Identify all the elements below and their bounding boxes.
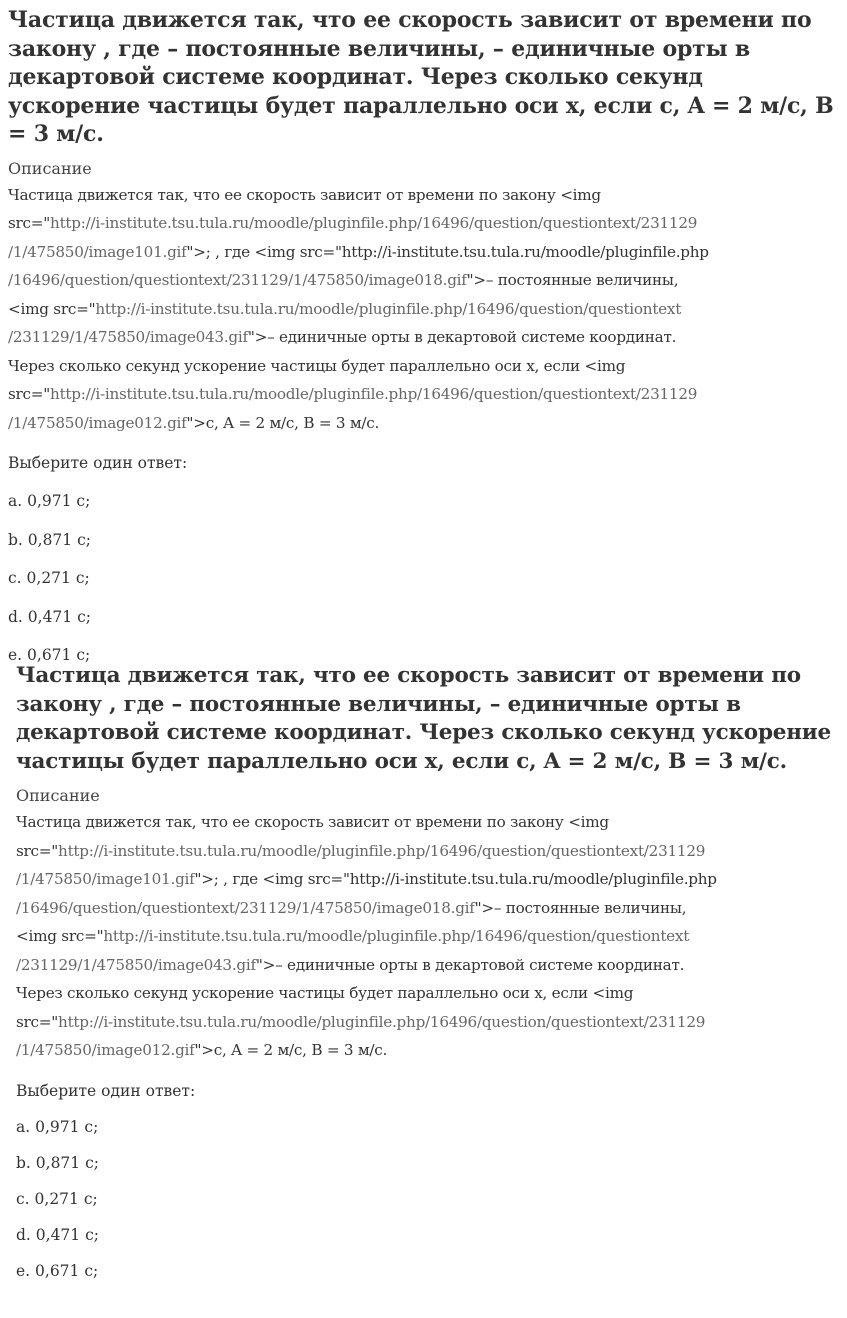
answer-list	[8, 489, 835, 682]
answer-option-e[interactable]: e. 0,671 с;	[8, 646, 91, 664]
answer-list	[16, 1115, 835, 1295]
description-body	[16, 808, 835, 1065]
description-line: /1/475850/image012.gif">c, A = 2 м/с, B = 3 м/с.	[16, 1041, 388, 1059]
answer-option-d[interactable]: d. 0,471 с;	[16, 1225, 99, 1244]
description-line: /231129/1/475850/image043.gif">– единичные орты в декартовой системе координат.	[8, 328, 677, 346]
question-title: Частица движется так, что ее скорость зависит от времени по закону , где – постоянные величины, – единичные орты в декартовой системе координат. Через сколько секунд ускорение частицы будет параллельно оси x, если c, A = 2 м/с, B = 3 м/с.	[16, 663, 832, 774]
answer-option-e[interactable]: e. 0,671 с;	[16, 1261, 99, 1280]
description-line: Частица движется так, что ее скорость зависит от времени по закону <img	[8, 185, 601, 204]
answer-option-b[interactable]: b. 0,871 с;	[16, 1153, 99, 1172]
question-block-1	[0, 6, 847, 682]
description-line: /231129/1/475850/image043.gif">– единичные орты в декартовой системе координат.	[16, 955, 685, 974]
answer-option-a[interactable]: a. 0,971 с;	[8, 492, 91, 510]
description-line: /1/475850/image101.gif">; , где <img src="http://i-institute.tsu.tula.ru/moodle/pluginfile.php	[16, 870, 717, 888]
answer-prompt: Выберите один ответ:	[16, 1081, 196, 1100]
description-line: <img src="http://i-institute.tsu.tula.ru/moodle/pluginfile.php/16496/question/questiontext	[16, 927, 690, 945]
description-line: /1/475850/image012.gif">c, A = 2 м/с, B = 3 м/с.	[8, 413, 380, 432]
description-line: src="http://i-institute.tsu.tula.ru/moodle/pluginfile.php/16496/question/questiontext/231129	[16, 1012, 706, 1031]
description-line: src="http://i-institute.tsu.tula.ru/moodle/pluginfile.php/16496/question/questiontext/231129	[8, 214, 698, 232]
answer-option-c[interactable]: c. 0,271 с;	[8, 569, 90, 587]
description-line: <img src="http://i-institute.tsu.tula.ru/moodle/pluginfile.php/16496/question/questiontext	[8, 299, 682, 318]
question-title: Частица движется так, что ее скорость зависит от времени по закону , где – постоянные величины, – единичные орты в декартовой системе координат. Через сколько секунд ускорение частицы будет параллельно оси x, если c, A = 2 м/с, B = 3 м/с.	[8, 7, 834, 147]
description-body	[8, 181, 835, 438]
description-line: src="http://i-institute.tsu.tula.ru/moodle/pluginfile.php/16496/question/questiontext/231129	[16, 841, 706, 860]
answer-option-b[interactable]: b. 0,871 с;	[8, 530, 91, 549]
question-block-2	[0, 662, 847, 1295]
answer-option-d[interactable]: d. 0,471 с;	[8, 607, 91, 626]
description-line: src="http://i-institute.tsu.tula.ru/moodle/pluginfile.php/16496/question/questiontext/231129	[8, 385, 698, 403]
answer-prompt: Выберите один ответ:	[8, 454, 188, 472]
description-line: /1/475850/image101.gif">; , где <img src="http://i-institute.tsu.tula.ru/moodle/pluginfile.php	[8, 242, 709, 261]
description-label: Описание	[8, 158, 92, 178]
answer-option-c[interactable]: c. 0,271 с;	[16, 1189, 98, 1208]
description-label: Описание	[16, 786, 100, 805]
description-line: Через сколько секунд ускорение частицы будет параллельно оси x, если <img	[16, 984, 634, 1002]
description-line: /16496/question/questiontext/231129/1/475850/image018.gif">– постоянные величины,	[8, 271, 679, 289]
description-line: Частица движется так, что ее скорость зависит от времени по закону <img	[16, 813, 609, 831]
description-line: Через сколько секунд ускорение частицы будет параллельно оси x, если <img	[8, 356, 626, 375]
answer-option-a[interactable]: a. 0,971 с;	[16, 1117, 99, 1136]
description-line: /16496/question/questiontext/231129/1/475850/image018.gif">– постоянные величины,	[16, 898, 687, 917]
